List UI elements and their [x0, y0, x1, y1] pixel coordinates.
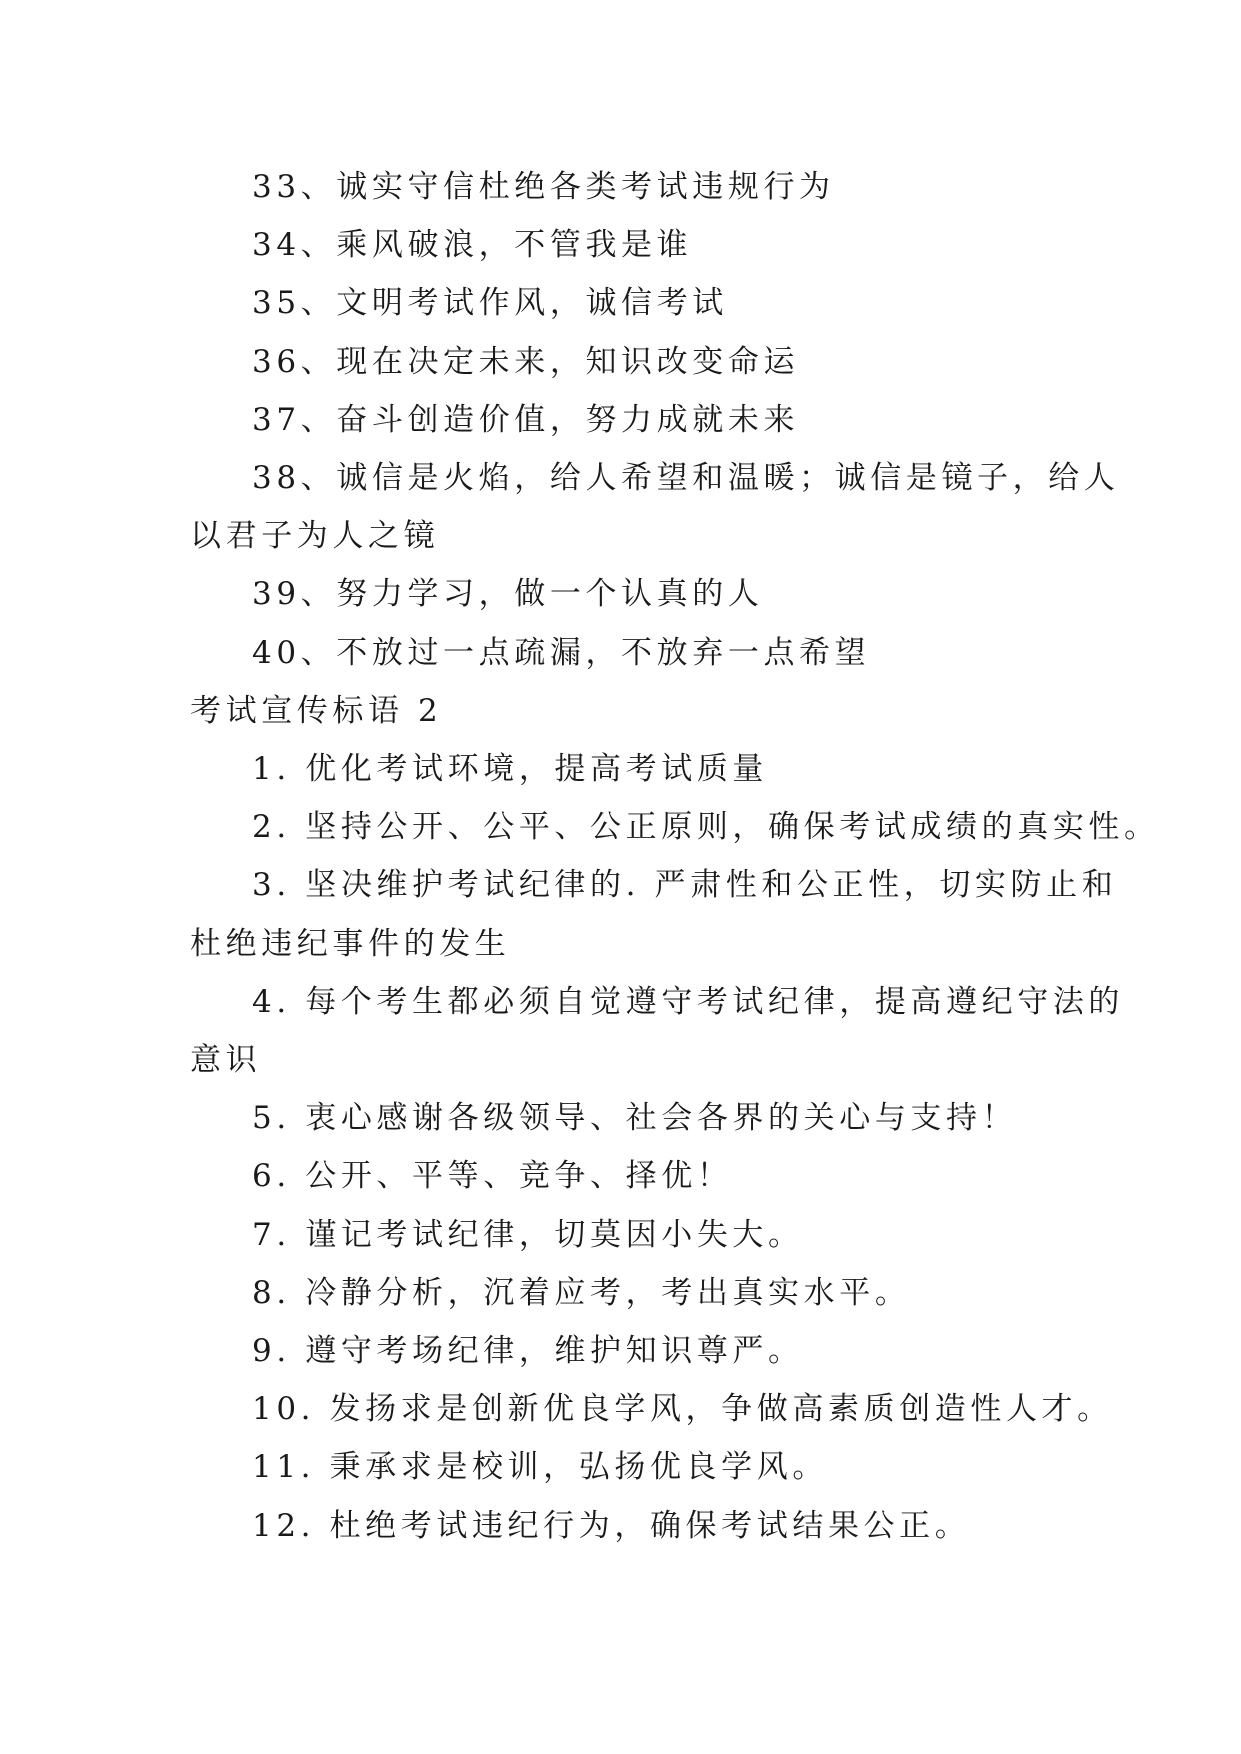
list-item: 40、不放过一点疏漏，不放弃一点希望 [252, 634, 871, 671]
list-item: 1. 优化考试环境，提高考试质量 [252, 751, 769, 788]
list-item-continuation: 以君子为人之镜 [190, 518, 440, 555]
list-item: 33、诚实守信杜绝各类考试违规行为 [252, 169, 835, 205]
section-heading: 考试宣传标语 2 [190, 692, 443, 729]
list-item-continuation: 杜绝违纪事件的发生 [190, 925, 511, 962]
list-item: 37、奋斗创造价值，努力成就未来 [252, 401, 800, 438]
list-item: 38、诚信是火焰，给人希望和温暖；诚信是镜子，给人 [252, 460, 1120, 497]
list-item-continuation: 意识 [190, 1042, 262, 1079]
list-item: 11. 秉承求是校训，弘扬优良学风。 [252, 1449, 828, 1486]
list-item: 7. 谨记考试纪律，切莫因小失大。 [252, 1216, 804, 1253]
list-item: 3. 坚决维护考试纪律的. 严肃性和公正性，切实防止和 [252, 867, 1118, 904]
list-item: 12. 杜绝考试违纪行为，确保考试结果公正。 [252, 1507, 971, 1544]
document-body [190, 158, 1160, 1555]
list-item: 8. 冷静分析，沉着应考，考出真实水平。 [252, 1274, 911, 1311]
list-item: 4. 每个考生都必须自觉遵守考试纪律，提高遵纪守法的 [252, 983, 1125, 1020]
list-item: 39、努力学习，做一个认真的人 [252, 576, 764, 613]
list-item: 2. 坚持公开、公平、公正原则，确保考试成绩的真实性。 [252, 809, 1160, 846]
list-item: 35、文明考试作风，诚信考试 [252, 285, 728, 322]
list-item: 9. 遵守考场纪律，维护知识尊严。 [252, 1333, 804, 1370]
list-item: 36、现在决定未来，知识改变命运 [252, 343, 800, 380]
list-item: 5. 衷心感谢各级领导、社会各界的关心与支持！ [252, 1100, 1018, 1137]
list-item: 6. 公开、平等、竞争、择优！ [252, 1158, 733, 1195]
list-item: 34、乘风破浪，不管我是谁 [252, 227, 693, 264]
list-item: 10. 发扬求是创新优良学风，争做高素质创造性人才。 [252, 1391, 1113, 1428]
